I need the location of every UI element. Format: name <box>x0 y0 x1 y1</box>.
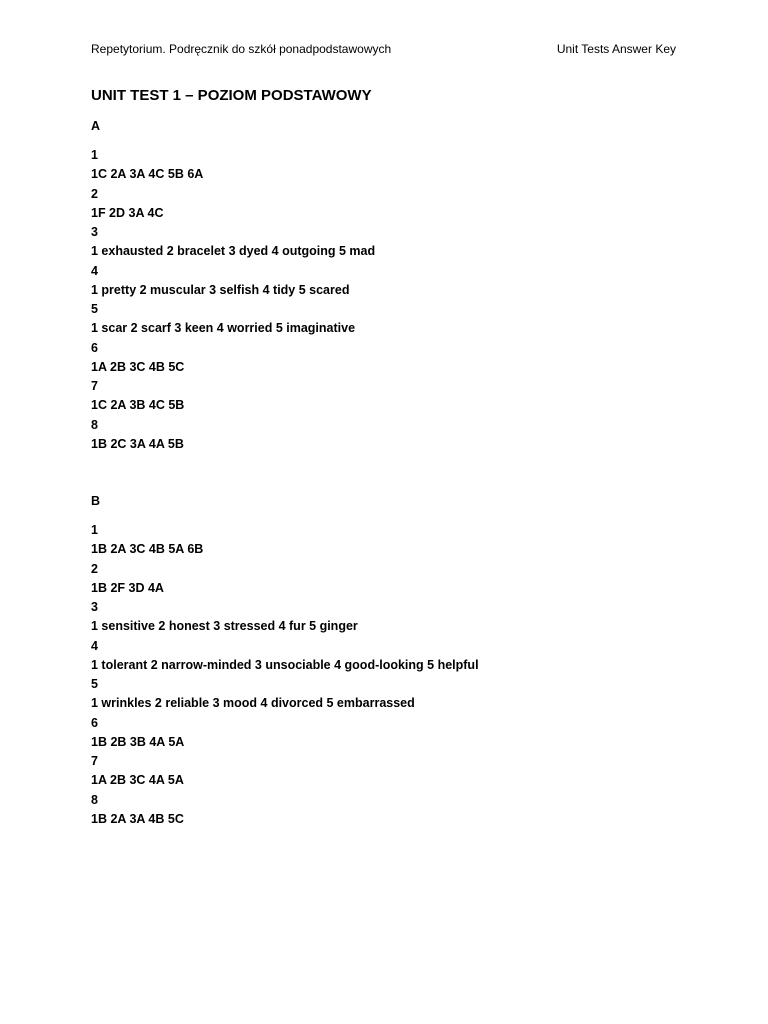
exercise-number: 5 <box>91 677 98 691</box>
exercise-answers: 1 pretty 2 muscular 3 selfish 4 tidy 5 scared <box>91 282 350 297</box>
exercise-number: 5 <box>91 302 98 316</box>
section-b <box>91 492 479 829</box>
exercise-number: 1 <box>91 148 98 162</box>
exercise-number: 1 <box>91 523 98 537</box>
page-header <box>91 42 676 56</box>
exercise-answers: 1A 2B 3C 4A 5A <box>91 773 184 788</box>
exercise-number: 4 <box>91 638 98 653</box>
page-title: UNIT TEST 1 – POZIOM PODSTAWOWY <box>91 87 372 104</box>
exercise-answers: 1 sensitive 2 honest 3 stressed 4 fur 5 ginger <box>91 619 358 634</box>
exercise-number: 6 <box>91 340 98 355</box>
exercise-answers: 1B 2C 3A 4A 5B <box>91 436 184 451</box>
exercise-number: 7 <box>91 754 98 768</box>
exercise-number: 8 <box>91 417 98 432</box>
exercise-number: 8 <box>91 792 98 807</box>
header-book-title: Repetytorium. Podręcznik do szkół ponadpodstawowych <box>91 42 392 56</box>
exercise-number: 3 <box>91 225 98 239</box>
section-a <box>91 117 375 454</box>
exercise-answers: 1C 2A 3B 4C 5B <box>91 398 185 413</box>
section-label: B <box>91 494 101 508</box>
exercise-answers: 1A 2B 3C 4B 5C <box>91 359 185 374</box>
exercise-answers: 1 wrinkles 2 reliable 3 mood 4 divorced 5 embarrassed <box>91 696 415 711</box>
exercise-number: 6 <box>91 715 98 730</box>
exercise-number: 3 <box>91 600 98 614</box>
exercise-number: 4 <box>91 263 98 278</box>
exercise-answers: 1 scar 2 scarf 3 keen 4 worried 5 imaginative <box>91 321 356 336</box>
exercise-answers: 1F 2D 3A 4C <box>91 205 164 220</box>
exercise-number: 7 <box>91 379 98 393</box>
section-label: A <box>91 119 101 133</box>
exercise-answers: 1C 2A 3A 4C 5B 6A <box>91 167 204 182</box>
exercise-number: 2 <box>91 186 98 201</box>
exercise-answers: 1B 2A 3C 4B 5A 6B <box>91 542 204 557</box>
exercise-answers: 1B 2B 3B 4A 5A <box>91 734 185 749</box>
header-doc-type: Unit Tests Answer Key <box>556 42 676 56</box>
exercise-answers: 1B 2A 3A 4B 5C <box>91 811 184 826</box>
exercise-answers: 1 tolerant 2 narrow-minded 3 unsociable 4 good-looking 5 helpful <box>91 657 479 672</box>
exercise-answers: 1B 2F 3D 4A <box>91 580 164 595</box>
exercise-answers: 1 exhausted 2 bracelet 3 dyed 4 outgoing 5 mad <box>91 244 376 259</box>
exercise-number: 2 <box>91 561 98 576</box>
